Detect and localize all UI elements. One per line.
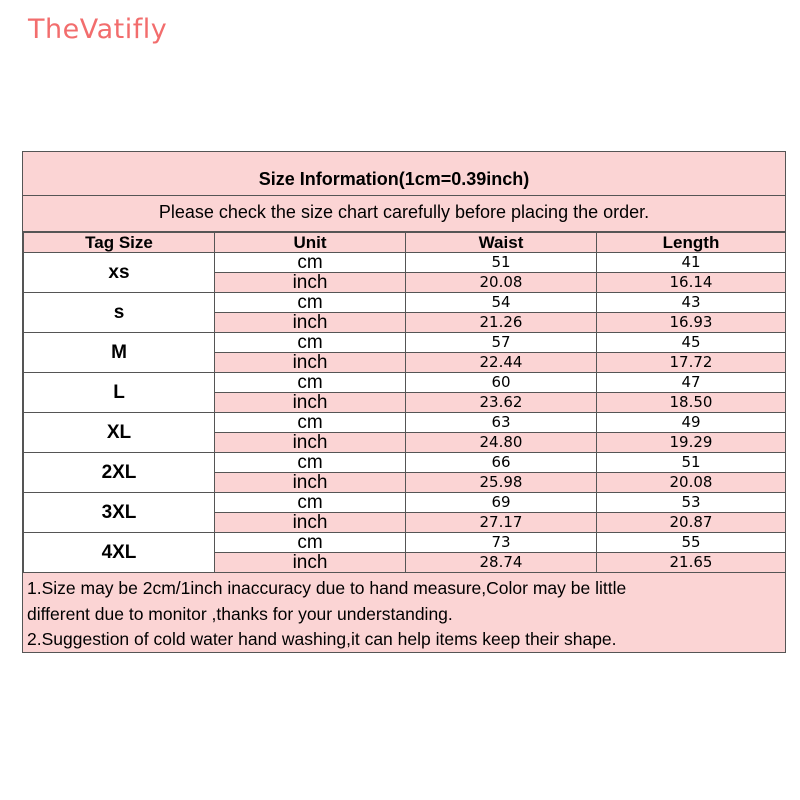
length-value: 47 xyxy=(597,373,786,393)
waist-value: 63 xyxy=(406,413,597,433)
waist-value: 27.17 xyxy=(406,513,597,533)
length-value: 18.50 xyxy=(597,393,786,413)
waist-value: 57 xyxy=(406,333,597,353)
length-value: 16.93 xyxy=(597,313,786,333)
unit-cell: inch xyxy=(215,553,406,573)
chart-subtitle-row xyxy=(23,196,785,232)
waist-value: 54 xyxy=(406,293,597,313)
unit-cell: cm xyxy=(215,293,406,313)
length-value: 45 xyxy=(597,333,786,353)
table-row xyxy=(24,533,786,553)
length-value: 55 xyxy=(597,533,786,553)
waist-value: 28.74 xyxy=(406,553,597,573)
unit-cell: cm xyxy=(215,253,406,273)
table-row xyxy=(24,253,786,273)
unit-cell: inch xyxy=(215,513,406,533)
table-row xyxy=(24,373,786,393)
size-label: M xyxy=(24,333,215,373)
chart-title-row xyxy=(23,152,785,196)
length-value: 21.65 xyxy=(597,553,786,573)
table-row xyxy=(24,333,786,353)
length-value: 43 xyxy=(597,293,786,313)
size-label: 3XL xyxy=(24,493,215,533)
header-waist: Waist xyxy=(406,233,597,253)
unit-cell: cm xyxy=(215,373,406,393)
waist-value: 66 xyxy=(406,453,597,473)
unit-cell: cm xyxy=(215,413,406,433)
size-label: s xyxy=(24,293,215,333)
note-line: 1.Size may be 2cm/1inch inaccuracy due to hand measure,Color may be little xyxy=(27,578,627,598)
length-value: 20.08 xyxy=(597,473,786,493)
length-value: 49 xyxy=(597,413,786,433)
waist-value: 23.62 xyxy=(406,393,597,413)
waist-value: 25.98 xyxy=(406,473,597,493)
size-chart xyxy=(22,151,786,653)
note-line: 2.Suggestion of cold water hand washing,it can help items keep their shape. xyxy=(27,629,617,649)
unit-cell: cm xyxy=(215,493,406,513)
waist-value: 60 xyxy=(406,373,597,393)
waist-value: 20.08 xyxy=(406,273,597,293)
size-label: L xyxy=(24,373,215,413)
length-value: 19.29 xyxy=(597,433,786,453)
note-line: different due to monitor ,thanks for your understanding. xyxy=(27,603,453,624)
size-label: 2XL xyxy=(24,453,215,493)
length-value: 41 xyxy=(597,253,786,273)
table-row xyxy=(24,413,786,433)
header-length: Length xyxy=(597,233,786,253)
unit-cell: inch xyxy=(215,393,406,413)
length-value: 53 xyxy=(597,493,786,513)
table-header-row xyxy=(24,233,786,253)
unit-cell: inch xyxy=(215,433,406,453)
waist-value: 22.44 xyxy=(406,353,597,373)
length-value: 20.87 xyxy=(597,513,786,533)
length-value: 16.14 xyxy=(597,273,786,293)
table-row xyxy=(24,493,786,513)
header-tag-size: Tag Size xyxy=(24,233,215,253)
header-unit: Unit xyxy=(215,233,406,253)
table-row xyxy=(24,453,786,473)
table-row xyxy=(24,293,786,313)
unit-cell: cm xyxy=(215,533,406,553)
chart-title: Size Information(1cm=0.39inch) xyxy=(258,169,530,189)
waist-value: 69 xyxy=(406,493,597,513)
brand-logo: TheVatifly xyxy=(28,14,168,45)
length-value: 17.72 xyxy=(597,353,786,373)
chart-subtitle: Please check the size chart carefully before placing the order. xyxy=(158,202,650,222)
waist-value: 21.26 xyxy=(406,313,597,333)
unit-cell: inch xyxy=(215,473,406,493)
waist-value: 51 xyxy=(406,253,597,273)
length-value: 51 xyxy=(597,453,786,473)
unit-cell: cm xyxy=(215,333,406,353)
waist-value: 24.80 xyxy=(406,433,597,453)
size-label: 4XL xyxy=(24,533,215,573)
notes-section xyxy=(23,572,785,652)
waist-value: 73 xyxy=(406,533,597,553)
size-table xyxy=(23,232,786,573)
size-label: XL xyxy=(24,413,215,453)
unit-cell: cm xyxy=(215,453,406,473)
size-label: xs xyxy=(24,253,215,293)
unit-cell: inch xyxy=(215,273,406,293)
unit-cell: inch xyxy=(215,313,406,333)
unit-cell: inch xyxy=(215,353,406,373)
